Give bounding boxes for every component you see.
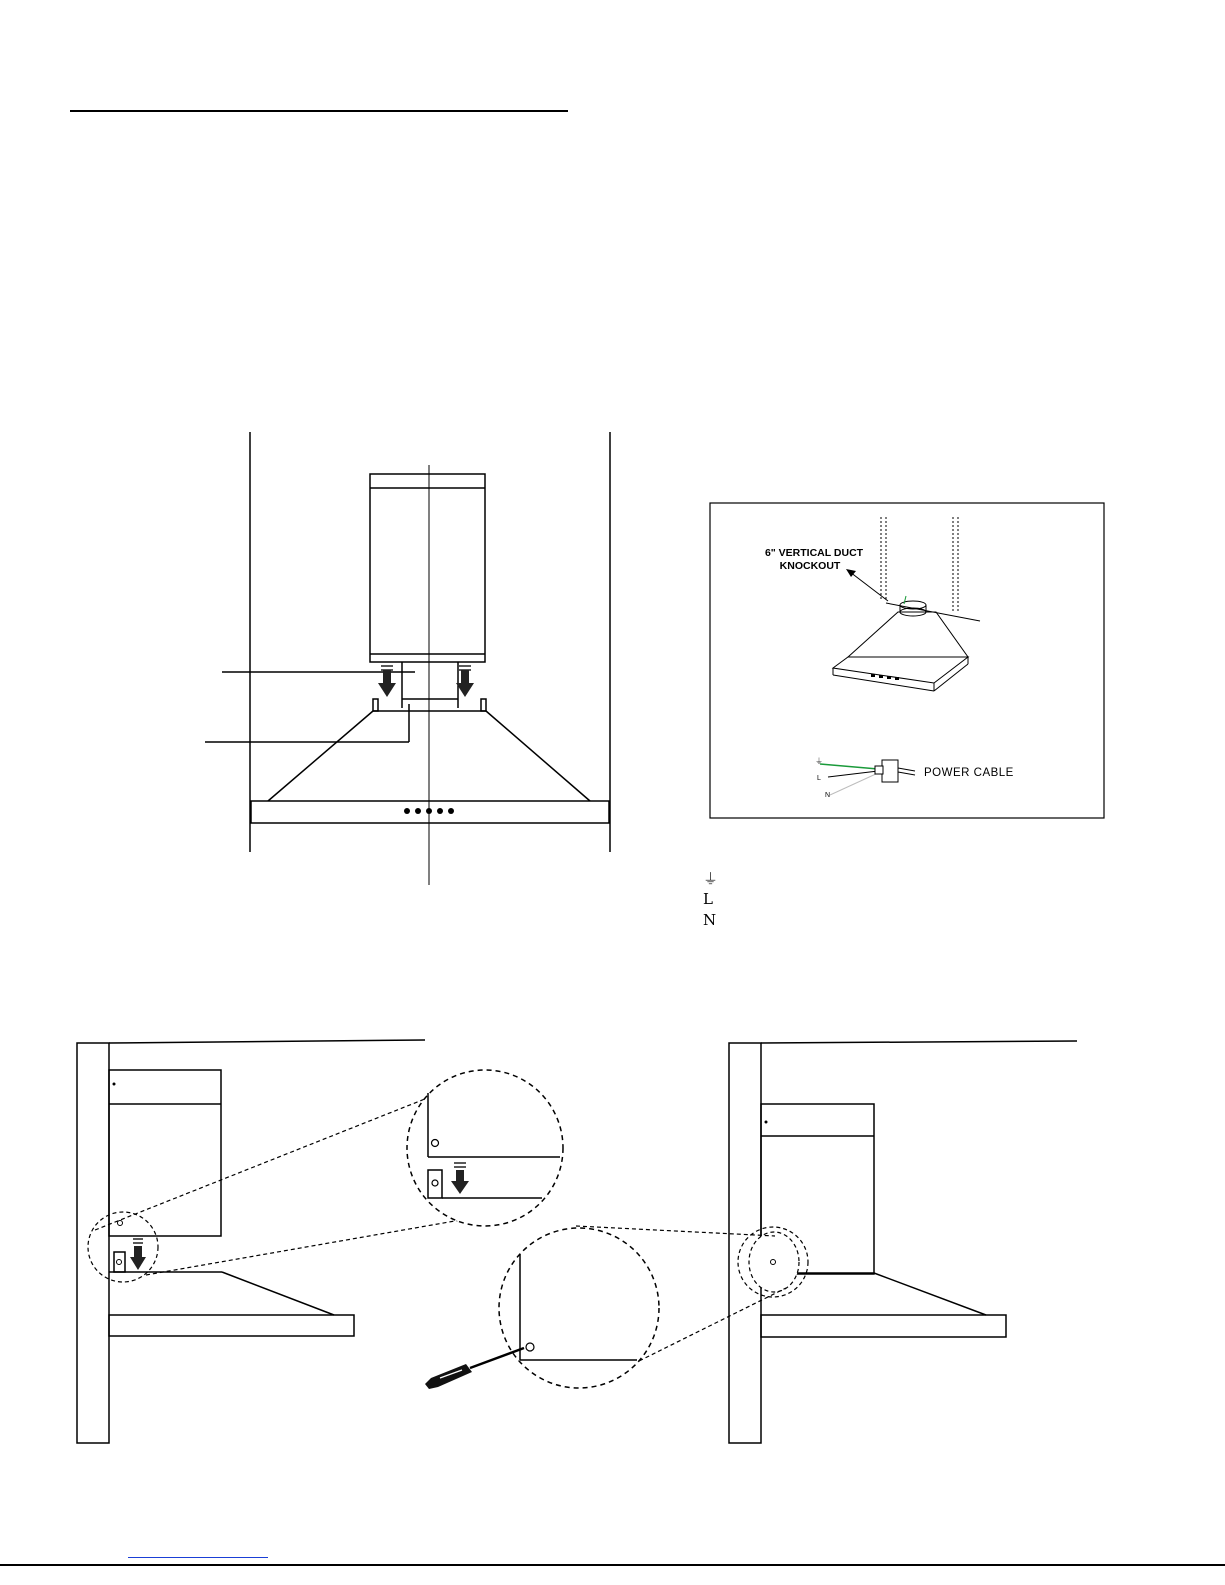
power-cable-label: POWER CABLE (924, 767, 1014, 779)
footer-rule (0, 1564, 1225, 1566)
wire-ground-label: ⏚ (815, 757, 823, 766)
wiring-legend-neutral: N (703, 911, 717, 929)
duct-knockout-label: 6" VERTICAL DUCT (764, 547, 864, 559)
wire-live-label: L (817, 775, 821, 782)
footer-link-underline (128, 1557, 268, 1558)
wiring-legend-ground: ⏚ (703, 870, 719, 888)
wiring-legend-live: L (703, 890, 713, 908)
wire-neutral-label: N (825, 792, 831, 799)
duct-knockout-label-2: KNOCKOUT (779, 560, 841, 572)
screwdriver-icon (425, 1348, 524, 1389)
